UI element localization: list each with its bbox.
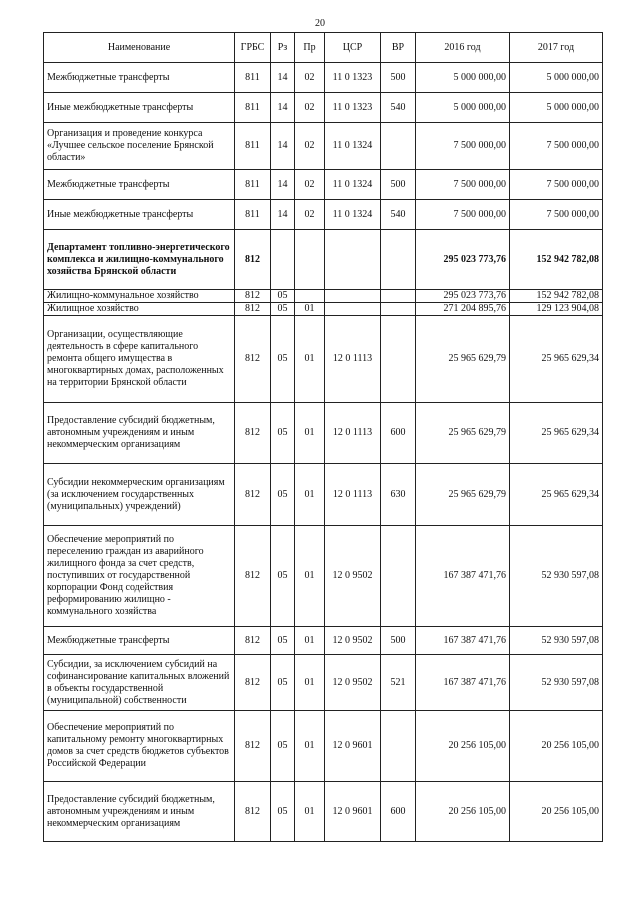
cell-name: Организации, осуществляющие деятельность в сфере капитального ремонта общего имущества в многоквартирных домах, расположенных на территории Брянской области xyxy=(44,316,235,403)
cell-pr: 01 xyxy=(295,303,325,316)
cell-csr xyxy=(325,303,381,316)
table-row xyxy=(44,711,603,782)
cell-csr: 12 0 9502 xyxy=(325,627,381,655)
cell-vr xyxy=(381,316,416,403)
cell-pr: 01 xyxy=(295,782,325,842)
cell-pr: 02 xyxy=(295,170,325,200)
table-row xyxy=(44,526,603,627)
cell-2016: 7 500 000,00 xyxy=(416,170,510,200)
cell-2016: 25 965 629,79 xyxy=(416,403,510,464)
cell-pr: 01 xyxy=(295,627,325,655)
cell-2016: 7 500 000,00 xyxy=(416,200,510,230)
cell-csr: 11 0 1324 xyxy=(325,200,381,230)
cell-name: Организация и проведение конкурса «Лучшее сельское поселение Брянской области» xyxy=(44,123,235,170)
cell-name: Иные межбюджетные трансферты xyxy=(44,200,235,230)
cell-pr: 01 xyxy=(295,711,325,782)
cell-grbs: 811 xyxy=(235,200,271,230)
cell-2016: 25 965 629,79 xyxy=(416,316,510,403)
cell-2016: 167 387 471,76 xyxy=(416,526,510,627)
cell-vr: 500 xyxy=(381,170,416,200)
cell-name: Предоставление субсидий бюджетным, автономным учреждениям и иным некоммерческим организациям xyxy=(44,782,235,842)
cell-rz: 05 xyxy=(271,627,295,655)
cell-vr xyxy=(381,526,416,627)
cell-grbs: 812 xyxy=(235,711,271,782)
table-row xyxy=(44,200,603,230)
cell-rz: 05 xyxy=(271,526,295,627)
cell-rz: 14 xyxy=(271,93,295,123)
cell-name: Департамент топливно-энергетического комплекса и жилищно-коммунального хозяйства Брянской области xyxy=(44,230,235,290)
table-row xyxy=(44,316,603,403)
cell-grbs: 812 xyxy=(235,230,271,290)
cell-csr: 11 0 1323 xyxy=(325,63,381,93)
cell-2016: 20 256 105,00 xyxy=(416,711,510,782)
cell-grbs: 812 xyxy=(235,782,271,842)
cell-2017: 25 965 629,34 xyxy=(510,316,603,403)
cell-name: Межбюджетные трансферты xyxy=(44,170,235,200)
cell-2017: 52 930 597,08 xyxy=(510,627,603,655)
cell-csr: 12 0 1113 xyxy=(325,403,381,464)
cell-csr: 11 0 1324 xyxy=(325,170,381,200)
header-pr: Пр xyxy=(295,33,325,63)
cell-csr: 12 0 9601 xyxy=(325,782,381,842)
cell-rz: 05 xyxy=(271,655,295,711)
cell-2016: 295 023 773,76 xyxy=(416,290,510,303)
cell-csr xyxy=(325,290,381,303)
cell-name: Иные межбюджетные трансферты xyxy=(44,93,235,123)
table-row xyxy=(44,303,603,316)
header-grbs: ГРБС xyxy=(235,33,271,63)
budget-table xyxy=(43,32,603,842)
table-row xyxy=(44,93,603,123)
cell-vr: 600 xyxy=(381,403,416,464)
cell-csr: 12 0 1113 xyxy=(325,316,381,403)
cell-vr xyxy=(381,303,416,316)
cell-name: Обеспечение мероприятий по переселению граждан из аварийного жилищного фонда за счет средств, поступивших от государственной корпорации Фонд содействия реформированию жилищно - коммунального хозяйства xyxy=(44,526,235,627)
cell-grbs: 812 xyxy=(235,526,271,627)
cell-2017: 5 000 000,00 xyxy=(510,93,603,123)
cell-2016: 5 000 000,00 xyxy=(416,63,510,93)
table-row xyxy=(44,782,603,842)
cell-pr: 01 xyxy=(295,316,325,403)
cell-rz: 05 xyxy=(271,403,295,464)
cell-grbs: 812 xyxy=(235,655,271,711)
cell-vr xyxy=(381,290,416,303)
cell-grbs: 812 xyxy=(235,627,271,655)
cell-2017: 152 942 782,08 xyxy=(510,230,603,290)
cell-pr: 02 xyxy=(295,123,325,170)
cell-2017: 52 930 597,08 xyxy=(510,526,603,627)
table-row xyxy=(44,655,603,711)
cell-2017: 20 256 105,00 xyxy=(510,711,603,782)
cell-pr: 01 xyxy=(295,403,325,464)
cell-rz xyxy=(271,230,295,290)
table-row xyxy=(44,230,603,290)
cell-name: Предоставление субсидий бюджетным, автономным учреждениям и иным некоммерческим организациям xyxy=(44,403,235,464)
cell-name: Межбюджетные трансферты xyxy=(44,63,235,93)
cell-vr xyxy=(381,123,416,170)
cell-name: Жилищное хозяйство xyxy=(44,303,235,316)
header-rz: Рз xyxy=(271,33,295,63)
cell-2017: 5 000 000,00 xyxy=(510,63,603,93)
cell-grbs: 811 xyxy=(235,170,271,200)
cell-2016: 25 965 629,79 xyxy=(416,464,510,526)
cell-csr: 12 0 9502 xyxy=(325,526,381,627)
cell-pr: 02 xyxy=(295,200,325,230)
cell-2017: 7 500 000,00 xyxy=(510,170,603,200)
cell-grbs: 811 xyxy=(235,63,271,93)
cell-grbs: 812 xyxy=(235,316,271,403)
cell-rz: 14 xyxy=(271,63,295,93)
cell-pr: 01 xyxy=(295,526,325,627)
table-row xyxy=(44,290,603,303)
cell-rz: 05 xyxy=(271,464,295,526)
cell-name: Жилищно-коммунальное хозяйство xyxy=(44,290,235,303)
cell-vr: 600 xyxy=(381,782,416,842)
cell-pr: 01 xyxy=(295,655,325,711)
cell-vr: 630 xyxy=(381,464,416,526)
cell-pr xyxy=(295,230,325,290)
cell-2017: 20 256 105,00 xyxy=(510,782,603,842)
header-2017: 2017 год xyxy=(510,33,603,63)
cell-2017: 7 500 000,00 xyxy=(510,200,603,230)
cell-rz: 14 xyxy=(271,123,295,170)
cell-rz: 05 xyxy=(271,290,295,303)
cell-grbs: 811 xyxy=(235,123,271,170)
cell-rz: 05 xyxy=(271,782,295,842)
cell-name: Субсидии некоммерческим организациям (за исключением государственных (муниципальных) учреждений) xyxy=(44,464,235,526)
cell-2017: 7 500 000,00 xyxy=(510,123,603,170)
cell-rz: 14 xyxy=(271,170,295,200)
cell-csr: 12 0 9502 xyxy=(325,655,381,711)
table-row xyxy=(44,63,603,93)
cell-grbs: 812 xyxy=(235,403,271,464)
cell-2017: 152 942 782,08 xyxy=(510,290,603,303)
header-2016: 2016 год xyxy=(416,33,510,63)
cell-2016: 167 387 471,76 xyxy=(416,655,510,711)
cell-csr xyxy=(325,230,381,290)
cell-2016: 167 387 471,76 xyxy=(416,627,510,655)
cell-vr xyxy=(381,230,416,290)
page-number: 20 xyxy=(315,18,325,29)
cell-2017: 25 965 629,34 xyxy=(510,403,603,464)
cell-vr: 540 xyxy=(381,200,416,230)
cell-rz: 14 xyxy=(271,200,295,230)
cell-rz: 05 xyxy=(271,316,295,403)
cell-2017: 129 123 904,08 xyxy=(510,303,603,316)
cell-2016: 295 023 773,76 xyxy=(416,230,510,290)
cell-2017: 52 930 597,08 xyxy=(510,655,603,711)
cell-2017: 25 965 629,34 xyxy=(510,464,603,526)
cell-2016: 7 500 000,00 xyxy=(416,123,510,170)
cell-name: Обеспечение мероприятий по капитальному ремонту многоквартирных домов за счет средств бюджетов субъектов Российской Федерации xyxy=(44,711,235,782)
cell-grbs: 811 xyxy=(235,93,271,123)
cell-pr: 02 xyxy=(295,93,325,123)
cell-2016: 5 000 000,00 xyxy=(416,93,510,123)
table-row xyxy=(44,464,603,526)
cell-pr xyxy=(295,290,325,303)
table-row xyxy=(44,627,603,655)
header-vr: ВР xyxy=(381,33,416,63)
cell-vr xyxy=(381,711,416,782)
cell-grbs: 812 xyxy=(235,464,271,526)
cell-name: Межбюджетные трансферты xyxy=(44,627,235,655)
cell-rz: 05 xyxy=(271,303,295,316)
cell-csr: 11 0 1323 xyxy=(325,93,381,123)
cell-vr: 521 xyxy=(381,655,416,711)
cell-2016: 271 204 895,76 xyxy=(416,303,510,316)
cell-csr: 12 0 9601 xyxy=(325,711,381,782)
cell-rz: 05 xyxy=(271,711,295,782)
header-csr: ЦСР xyxy=(325,33,381,63)
table-row xyxy=(44,123,603,170)
cell-grbs: 812 xyxy=(235,290,271,303)
table-row xyxy=(44,403,603,464)
cell-pr: 02 xyxy=(295,63,325,93)
cell-csr: 12 0 1113 xyxy=(325,464,381,526)
cell-2016: 20 256 105,00 xyxy=(416,782,510,842)
cell-pr: 01 xyxy=(295,464,325,526)
cell-grbs: 812 xyxy=(235,303,271,316)
cell-vr: 500 xyxy=(381,63,416,93)
cell-csr: 11 0 1324 xyxy=(325,123,381,170)
cell-vr: 500 xyxy=(381,627,416,655)
cell-name: Субсидии, за исключением субсидий на софинансирование капитальных вложений в объекты государственной (муниципальной) собственности xyxy=(44,655,235,711)
cell-vr: 540 xyxy=(381,93,416,123)
header-name: Наименование xyxy=(44,33,235,63)
table-row xyxy=(44,170,603,200)
table-header-row xyxy=(44,33,603,63)
